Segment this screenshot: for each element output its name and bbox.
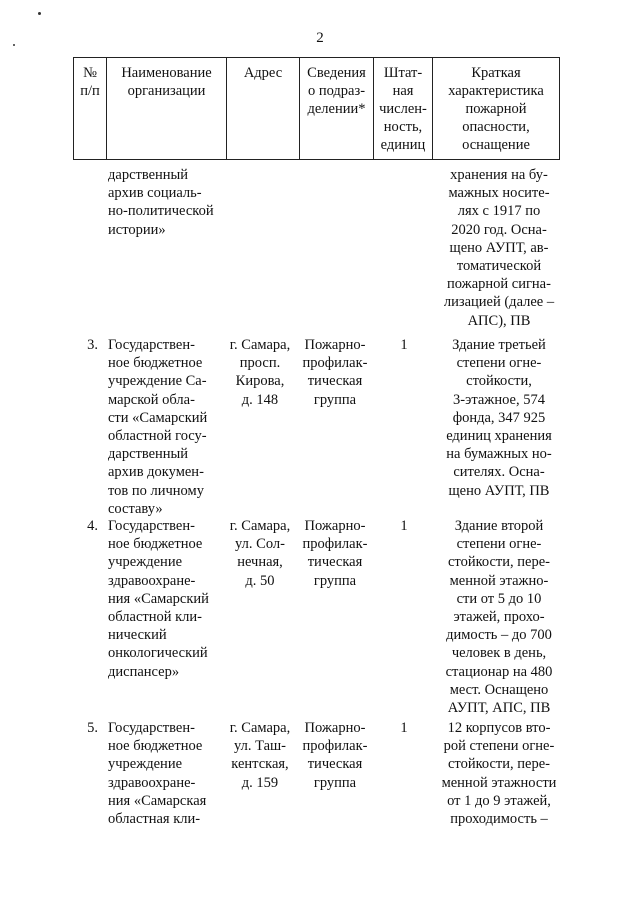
fire-hazard-characteristics: Здание третьей степени огне- стойкости, 3-этажное, 574 фонда, 347 925 единиц хранения на бумажных но- сителях. Осна- щено АУПТ, ПВ — [446, 337, 552, 499]
page-number: 2 — [316, 30, 324, 46]
continuation-characteristics: хранения на бу- мажных носите- лях с 1917 по 2020 год. Осна- щено АУПТ, ав- томатической пожарной сигна- лизацией (далее – АПС), ПВ — [443, 167, 555, 329]
organization-name: Государствен- ное бюджетное учреждение здравоохране- ния «Самарский областной кли- нический онкологический диспансер» — [108, 518, 209, 680]
header-name: Наименование организации — [107, 58, 227, 160]
department-info: Пожарно- профилак- тическая группа — [302, 720, 368, 791]
row-number: 3. — [87, 337, 98, 353]
staff-count: 1 — [400, 518, 408, 534]
continuation-name: дарственный архив социаль- но-политической истории» — [108, 167, 214, 238]
fire-hazard-characteristics: 12 корпусов вто- рой степени огне- стойкости, пере- менной этажности от 1 до 9 этажей, проходимость – — [441, 720, 557, 828]
scan-speck — [38, 12, 41, 15]
header-num: № п/п — [74, 58, 107, 160]
header-staff: Штат- ная числен- ность, единиц — [374, 58, 433, 160]
row-number: 4. — [87, 518, 98, 534]
row-number: 5. — [87, 720, 98, 736]
staff-count: 1 — [400, 337, 408, 353]
organization-address: г. Самара, просп. Кирова, д. 148 — [229, 337, 291, 408]
table-header — [73, 57, 560, 160]
department-info: Пожарно- профилак- тическая группа — [302, 518, 368, 589]
fire-hazard-characteristics: Здание второй степени огне- стойкости, пере- менной этажно- сти от 5 до 10 этажей, прохо- димость – до 700 человек в день, стационар на 480 мест. Оснащено АУПТ, АПС, ПВ — [445, 518, 553, 717]
header-address: Адрес — [227, 58, 300, 160]
header-dept: Сведения о подраз- делении* — [300, 58, 374, 160]
staff-count: 1 — [400, 720, 408, 736]
department-info: Пожарно- профилак- тическая группа — [302, 337, 368, 408]
scan-speck — [13, 44, 15, 46]
organization-name: Государствен- ное бюджетное учреждение Са- марской обла- сти «Самарский областной госу- дарственный архив докумен- тов по личному составу» — [108, 337, 208, 517]
organization-name: Государствен- ное бюджетное учреждение здравоохране- ния «Самарская областная кли- — [108, 720, 207, 828]
organization-address: г. Самара, ул. Сол- нечная, д. 50 — [229, 518, 291, 589]
organization-address: г. Самара, ул. Таш- кентская, д. 159 — [229, 720, 291, 791]
header-characteristics: Краткая характеристика пожарной опасности, оснащение — [433, 58, 560, 160]
